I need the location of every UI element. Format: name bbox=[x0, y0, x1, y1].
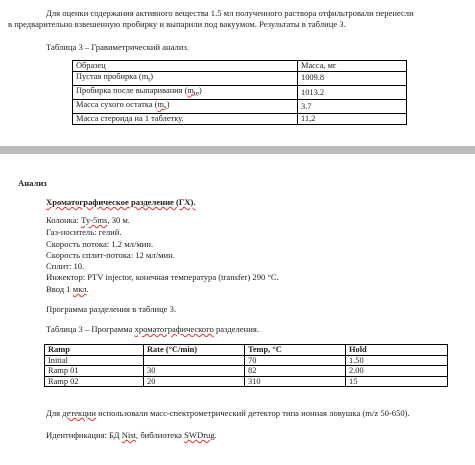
table-cell bbox=[144, 355, 245, 366]
table-cell: 11,2 bbox=[298, 114, 407, 125]
program-text: Программа разделения в таблице 3. bbox=[46, 304, 177, 314]
table-header-row bbox=[73, 61, 407, 72]
param-injection: Ввод 1 мкл. bbox=[46, 284, 89, 294]
table-header-cell: Rate (°C/min) bbox=[144, 345, 245, 356]
table-header-cell: Temp, °C bbox=[245, 345, 346, 356]
table-header-cell: Hold bbox=[346, 345, 448, 356]
paragraph-line-2: в предварительно взвешенную пробирку и выпарили под вакуумом. Результаты в таблице 3. bbox=[8, 19, 346, 29]
temperature-program-table bbox=[44, 344, 448, 387]
param-flow-rate: Скорость потока: 1.2 мл/мин. bbox=[46, 239, 154, 249]
table-row bbox=[73, 114, 407, 125]
table-caption: Таблица 3 – Программа хроматографического разделения. bbox=[46, 324, 259, 334]
param-carrier-gas: Газ-носитель: гелий. bbox=[46, 227, 122, 237]
table-header-cell: Ramp bbox=[45, 345, 144, 356]
table-cell: 3.7 bbox=[298, 99, 407, 113]
identification-text: Идентификация: БД Nist, библиотека SWDrug. bbox=[46, 430, 217, 440]
section-title: Анализ bbox=[18, 178, 47, 188]
table-cell: 70 bbox=[245, 355, 346, 366]
param-split-flow: Скорость сплит-потока: 12 мл/мин. bbox=[46, 250, 175, 260]
table-cell: 15 bbox=[346, 376, 448, 387]
table-cell: 1009.8 bbox=[298, 71, 407, 85]
table-caption: Таблица 3 – Гравиметрический анализ. bbox=[46, 42, 189, 52]
table-cell: 310 bbox=[245, 376, 346, 387]
paragraph-line-1: Для оценки содержания активного вещества 1.5 мл полученного раствора отфильтровали перенесли bbox=[46, 8, 414, 18]
table-cell: 1013.2 bbox=[298, 85, 407, 99]
table-header-cell: Образец bbox=[73, 61, 298, 72]
param-injector: Инжектор: PTV injector, конечная температура (transfer) 290 °C. bbox=[46, 272, 279, 282]
table-cell: Ramp 02 bbox=[45, 376, 144, 387]
table-row bbox=[45, 376, 448, 387]
subsection-title: Хроматографическое разделение (ГХ). bbox=[46, 197, 196, 207]
table-cell: Масса сухого остатка $(m_s)$ bbox=[73, 99, 298, 113]
table-cell: Ramp 01 bbox=[45, 366, 144, 377]
param-column: Колонка: Ту-5ms, 30 м. bbox=[46, 215, 131, 225]
table-header-cell: Масса, мг bbox=[298, 61, 407, 72]
table-cell: 2.00 bbox=[346, 366, 448, 377]
table-row bbox=[45, 355, 448, 366]
table-row bbox=[73, 99, 407, 113]
table-row bbox=[73, 71, 407, 85]
table-row bbox=[73, 85, 407, 99]
table-cell: 20 bbox=[144, 376, 245, 387]
detection-text: Для детекции использовали масс-спектрометрический детектор типа ионная ловушка (m/z 50-650). bbox=[46, 408, 410, 418]
param-split: Сплит: 10. bbox=[46, 261, 85, 271]
table-row bbox=[45, 366, 448, 377]
table-cell: 1.50 bbox=[346, 355, 448, 366]
table-cell: 30 bbox=[144, 366, 245, 377]
table-cell: 82 bbox=[245, 366, 346, 377]
table-cell: Масса стероида на 1 таблетку. bbox=[73, 114, 298, 125]
table-cell: Initial bbox=[45, 355, 144, 366]
document-page-1 bbox=[0, 0, 475, 146]
table-header-row bbox=[45, 345, 448, 356]
table-cell: Пробирка после выпаривания $(m_{te})$ bbox=[73, 85, 298, 99]
table-cell: Пустая пробирка $(m_t)$ bbox=[73, 71, 298, 85]
gravimetric-table bbox=[72, 60, 407, 125]
document-page-2 bbox=[0, 154, 475, 465]
